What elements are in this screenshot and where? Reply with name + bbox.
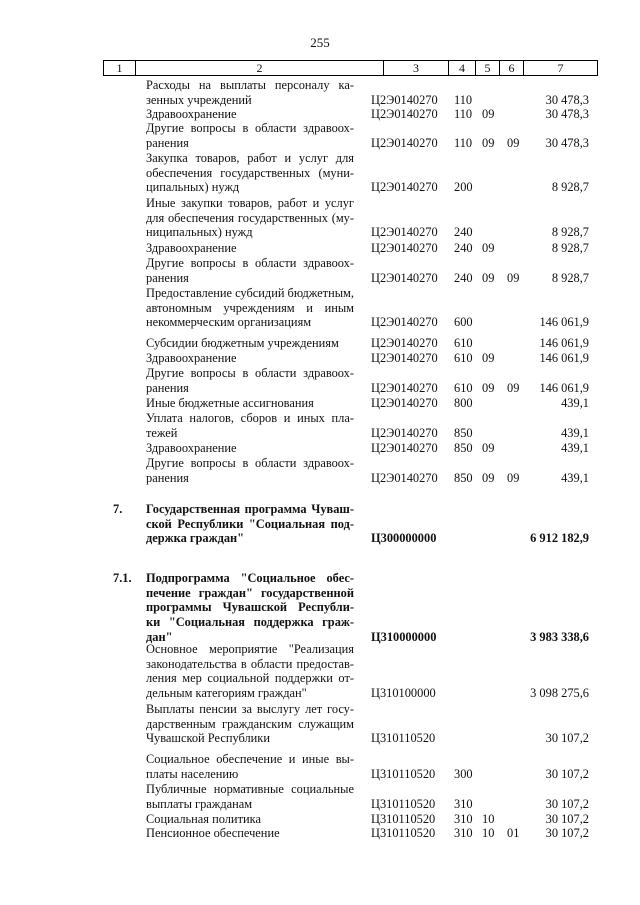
row-name-line: держка граждан" xyxy=(146,531,245,546)
row-expense-type: 240 xyxy=(454,270,473,285)
row-subsection: 09 xyxy=(507,270,520,285)
row-amount: 8 928,7 xyxy=(551,225,589,240)
row-section: 09 xyxy=(482,470,495,485)
row-name-line: ниципальных) нужд xyxy=(146,225,253,240)
row-name-line: Выплаты пенсии за выслугу лет госу- xyxy=(146,702,354,716)
row-name-line: ки "Социальная поддержка граж- xyxy=(146,615,354,630)
row-name xyxy=(146,351,354,366)
row-expense-type: 300 xyxy=(454,766,473,781)
row-name xyxy=(146,396,354,411)
row-name xyxy=(146,336,354,351)
row-name-line: Закупка товаров, работ и услуг для xyxy=(146,151,354,165)
row-target-code: Ц2Э0140270 xyxy=(371,180,438,195)
row-name-line: Здравоохранение xyxy=(146,107,237,121)
row-target-code: Ц2Э0140270 xyxy=(371,270,438,285)
header-col-4: 4 xyxy=(449,61,476,75)
row-expense-type: 850 xyxy=(454,470,473,485)
row-name-line: Государственная программа Чуваш- xyxy=(146,502,354,516)
row-target-code: Ц2Э0140270 xyxy=(371,351,438,365)
row-expense-type: 610 xyxy=(454,380,473,395)
row-amount: 30 478,3 xyxy=(545,135,589,150)
row-amount: 30 107,2 xyxy=(545,826,589,840)
row-expense-type: 610 xyxy=(454,336,473,350)
row-name xyxy=(146,571,354,645)
row-name-line: Предоставление субсидий бюджетным, xyxy=(146,286,354,300)
row-target-code: Ц2Э0140270 xyxy=(371,336,438,350)
row-expense-type: 610 xyxy=(454,351,473,365)
row-section: 09 xyxy=(482,441,495,455)
row-target-code: Ц310110520 xyxy=(371,826,436,840)
row-name-line: Уплата налогов, сборов и иных пла- xyxy=(146,411,354,425)
row-name-line: Другие вопросы в области здравоох- xyxy=(146,456,354,470)
row-amount: 30 107,2 xyxy=(545,731,589,746)
row-name-line: Подпрограмма "Социальное обес- xyxy=(146,571,354,585)
row-subsection: 01 xyxy=(507,826,520,840)
row-amount: 6 912 182,9 xyxy=(530,531,589,546)
row-target-code: Ц2Э0140270 xyxy=(371,107,438,121)
row-amount: 146 061,9 xyxy=(539,336,589,350)
row-section: 10 xyxy=(482,826,495,840)
row-name-line: платы населению xyxy=(146,766,239,781)
row-name xyxy=(146,812,354,827)
row-subsection: 09 xyxy=(507,135,520,150)
row-name xyxy=(146,107,354,122)
row-name-line: автономным учреждениям и иным xyxy=(146,300,354,315)
row-name-line: Иные закупки товаров, работ и услуг xyxy=(146,196,354,210)
row-target-code: Ц2Э0140270 xyxy=(371,425,438,440)
row-section: 09 xyxy=(482,270,495,285)
row-section: 09 xyxy=(482,135,495,150)
row-name-line: Другие вопросы в области здравоох- xyxy=(146,256,354,270)
row-name xyxy=(146,366,354,395)
row-name-line: Другие вопросы в области здравоох- xyxy=(146,121,354,135)
header-col-1: 1 xyxy=(104,61,136,75)
row-name xyxy=(146,752,354,781)
row-name-line: тежей xyxy=(146,425,178,440)
row-name xyxy=(146,196,354,240)
row-target-code: Ц310110520 xyxy=(371,796,436,811)
row-target-code: Ц2Э0140270 xyxy=(371,396,438,410)
row-name-line: Социальное обеспечение и иные вы- xyxy=(146,752,354,766)
row-amount: 439,1 xyxy=(561,441,589,455)
row-target-code: Ц2Э0140270 xyxy=(371,470,438,485)
row-name xyxy=(146,502,354,546)
row-expense-type: 310 xyxy=(454,826,473,840)
row-target-code: Ц300000000 xyxy=(371,531,437,546)
row-amount: 8 928,7 xyxy=(551,270,589,285)
row-amount: 146 061,9 xyxy=(539,315,589,330)
row-amount: 3 983 338,6 xyxy=(530,629,589,644)
row-name-line: Здравоохранение xyxy=(146,241,237,255)
row-amount: 8 928,7 xyxy=(551,180,589,195)
row-name-line: выплаты гражданам xyxy=(146,796,253,811)
row-name xyxy=(146,121,354,150)
row-number: 7.1. xyxy=(113,571,132,585)
row-name-line: Чувашской Республики xyxy=(146,731,270,746)
row-name-line: Другие вопросы в области здравоох- xyxy=(146,366,354,380)
row-expense-type: 850 xyxy=(454,441,473,455)
row-amount: 30 478,3 xyxy=(545,92,589,107)
row-section: 09 xyxy=(482,351,495,365)
row-target-code: Ц310110520 xyxy=(371,731,436,746)
row-expense-type: 310 xyxy=(454,796,473,811)
row-section: 09 xyxy=(482,380,495,395)
row-name-line: ской Республики "Социальная под- xyxy=(146,516,354,531)
row-name-line: печение граждан" государственной xyxy=(146,585,354,600)
row-amount: 30 107,2 xyxy=(545,796,589,811)
row-subsection: 09 xyxy=(507,380,520,395)
row-name xyxy=(146,286,354,330)
header-col-3: 3 xyxy=(384,61,449,75)
row-expense-type: 800 xyxy=(454,396,473,410)
row-name-line: ранения xyxy=(146,135,189,150)
row-name-line: ранения xyxy=(146,470,189,485)
row-name xyxy=(146,456,354,485)
row-amount: 439,1 xyxy=(561,396,589,410)
row-name-line: обеспечения государственных (муни- xyxy=(146,165,354,180)
row-target-code: Ц2Э0140270 xyxy=(371,241,438,255)
row-amount: 8 928,7 xyxy=(551,241,589,255)
row-amount: 3 098 275,6 xyxy=(530,686,589,701)
header-col-2: 2 xyxy=(136,61,384,75)
row-target-code: Ц2Э0140270 xyxy=(371,380,438,395)
row-name xyxy=(146,151,354,195)
row-expense-type: 110 xyxy=(454,107,473,121)
row-expense-type: 600 xyxy=(454,315,473,330)
row-name xyxy=(146,702,354,746)
row-section: 09 xyxy=(482,107,495,121)
row-name-line: дарственным гражданским служащим xyxy=(146,716,354,731)
row-target-code: Ц310110520 xyxy=(371,766,436,781)
row-target-code: Ц2Э0140270 xyxy=(371,135,438,150)
row-name-line: Социальная политика xyxy=(146,812,261,826)
row-target-code: Ц2Э0140270 xyxy=(371,441,438,455)
row-expense-type: 310 xyxy=(454,812,473,826)
row-target-code: Ц310000000 xyxy=(371,629,437,644)
header-col-5: 5 xyxy=(476,61,500,75)
row-section: 09 xyxy=(482,241,495,255)
row-amount: 30 478,3 xyxy=(545,107,589,121)
row-name-line: законодательства в области предостав- xyxy=(146,656,354,671)
row-name xyxy=(146,782,354,811)
row-target-code: Ц310100000 xyxy=(371,686,436,701)
row-name xyxy=(146,411,354,440)
row-name-line: для обеспечения государственных (му- xyxy=(146,210,354,225)
row-name-line: зенных учреждений xyxy=(146,92,252,107)
row-subsection: 09 xyxy=(507,470,520,485)
row-target-code: Ц2Э0140270 xyxy=(371,92,438,107)
row-target-code: Ц2Э0140270 xyxy=(371,225,438,240)
row-amount: 146 061,9 xyxy=(539,351,589,365)
row-name xyxy=(146,78,354,107)
header-col-6: 6 xyxy=(500,61,524,75)
row-expense-type: 110 xyxy=(454,135,473,150)
row-name-line: Пенсионное обеспечение xyxy=(146,826,280,840)
row-name-line: Расходы на выплаты персоналу ка- xyxy=(146,78,354,92)
row-amount: 439,1 xyxy=(561,470,589,485)
row-name-line: Основное мероприятие "Реализация xyxy=(146,642,354,656)
row-amount: 30 107,2 xyxy=(545,812,589,826)
row-name xyxy=(146,441,354,456)
row-expense-type: 110 xyxy=(454,92,473,107)
row-expense-type: 850 xyxy=(454,425,473,440)
header-col-7: 7 xyxy=(524,61,598,75)
row-target-code: Ц310110520 xyxy=(371,812,436,826)
row-amount: 439,1 xyxy=(561,425,589,440)
row-name-line: Иные бюджетные ассигнования xyxy=(146,396,314,410)
row-name-line: программы Чувашской Республи- xyxy=(146,600,354,615)
row-amount: 146 061,9 xyxy=(539,380,589,395)
row-name-line: некоммерческим организациям xyxy=(146,315,312,330)
row-name xyxy=(146,826,354,841)
row-name-line: Здравоохранение xyxy=(146,441,237,455)
row-name-line: ранения xyxy=(146,270,189,285)
row-amount: 30 107,2 xyxy=(545,766,589,781)
row-expense-type: 240 xyxy=(454,225,473,240)
row-name-line: Здравоохранение xyxy=(146,351,237,365)
row-target-code: Ц2Э0140270 xyxy=(371,315,438,330)
page-number: 255 xyxy=(310,35,330,50)
row-name xyxy=(146,256,354,285)
row-name xyxy=(146,642,354,701)
table-header xyxy=(103,60,598,76)
row-name-line: дан" xyxy=(146,629,173,644)
row-name-line: ления мер социальной поддержки от- xyxy=(146,671,354,686)
row-name-line: ранения xyxy=(146,380,189,395)
row-name-line: Субсидии бюджетным учреждениям xyxy=(146,336,339,350)
row-expense-type: 240 xyxy=(454,241,473,255)
row-name-line: ципальных) нужд xyxy=(146,180,240,195)
row-expense-type: 200 xyxy=(454,180,473,195)
row-name-line: дельным категориям граждан" xyxy=(146,686,307,701)
row-name xyxy=(146,241,354,256)
row-section: 10 xyxy=(482,812,495,826)
row-name-line: Публичные нормативные социальные xyxy=(146,782,354,796)
row-number: 7. xyxy=(113,502,123,516)
